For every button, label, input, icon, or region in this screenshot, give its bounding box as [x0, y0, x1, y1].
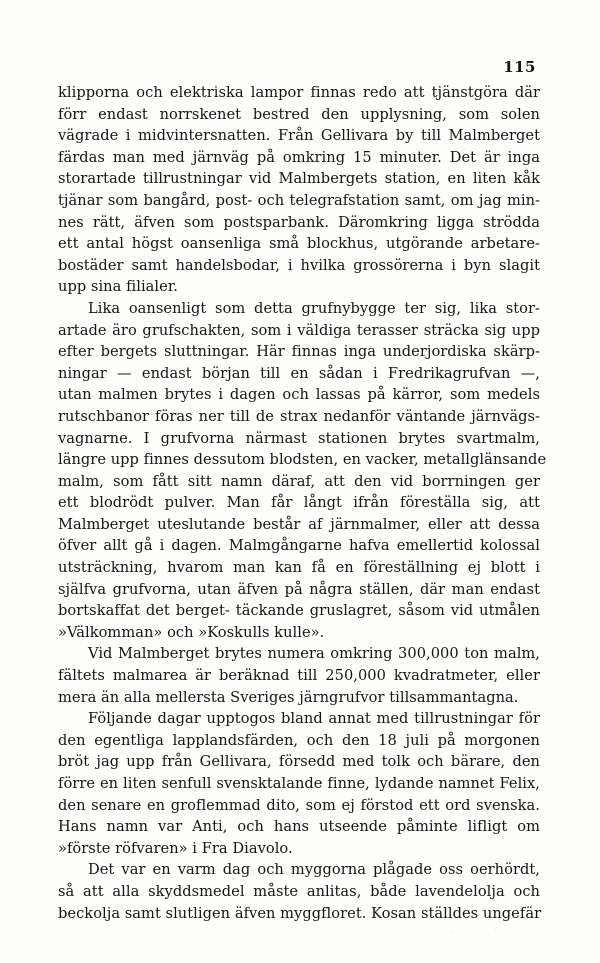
text-line: längre upp finnes dessutom blodsten, en vacker, metallglänsande — [58, 451, 547, 469]
page-number: 115 — [503, 58, 536, 76]
text-line: ningar — endast början till en sådan i Fredrikagrufvan —, — [58, 364, 540, 382]
text-line: vägrade i midvintersnatten. Från Gellivara by till Malmberget — [58, 127, 540, 145]
text-line: beckolja samt slutligen äfven myggfloret. Kosan ställdes ungefär — [58, 904, 542, 922]
text-line: storartade tillrustningar vid Malmbergets station, en liten kåk — [58, 170, 540, 188]
text-line: förr endast norrskenet bestred den upplysning, som solen — [58, 105, 540, 123]
text-line: ett blodrödt pulver. Man får långt ifrån föreställa sig, att — [58, 494, 540, 512]
text-line: färdas man med järnväg på omkring 15 minuter. Det är inga — [58, 148, 540, 166]
text-line: Följande dagar upptogos bland annat med tillrustningar för — [88, 710, 540, 728]
text-line: fältets malmarea är beräknad till 250,000 kvadratmeter, eller — [58, 667, 540, 685]
text-line: mera än alla mellersta Sveriges järngrufvor tillsammantagna. — [58, 688, 519, 706]
text-line: malm, som fått sitt namn däraf, att den vid borrningen ger — [58, 472, 540, 490]
text-line: Lika oansenligt som detta grufnybygge ter sig, lika stor- — [88, 299, 540, 317]
scan-speckles — [412, 928, 532, 934]
text-line: bostäder samt handelsbodar, i hvilka grossörerna i byn slagit — [58, 256, 540, 274]
text-line: bortskaffat det berget- täckande gruslagret, såsom vid utmålen — [58, 602, 540, 620]
body-text — [58, 82, 547, 924]
text-line: utan malmen brytes i dagen och lassas på kärror, som medels — [58, 386, 540, 404]
text-line: förre en liten senfull svensktalande finne, lydande namnet Felix, — [58, 775, 540, 792]
text-line: rutschbanor föras ner till de strax nedanför väntande järnvägs- — [58, 407, 540, 425]
text-line: själfva grufvorna, utan äfven på några ställen, där man endast — [58, 580, 540, 598]
text-line: Malmberget uteslutande består af järnmalmer, eller att dessa — [58, 515, 540, 533]
text-line: klipporna och elektriska lampor finnas redo att tjänstgöra där — [58, 84, 540, 101]
text-line: den senare en groflemmad dito, som ej förstod ett ord svenska. — [58, 796, 540, 814]
text-line: ett antal högst oansenliga små blockhus, utgörande arbetare- — [58, 235, 540, 253]
text-line: utsträckning, hvarom man kan få en föreställning ej blott i — [58, 559, 540, 577]
text-line: upp sina filialer. — [58, 278, 178, 296]
text-line: »Välkomman» och »Koskulls kulle». — [58, 623, 325, 641]
text-line: tjänar som bangård, post- och telegrafstation samt, om jag min- — [58, 191, 540, 209]
text-line: öfver allt gå i dagen. Malmgångarne hafva emellertid kolossal — [58, 537, 540, 555]
text-line: Hans namn var Anti, och hans utseende påminte lifligt om — [58, 818, 540, 836]
text-line: Det var en varm dag och myggorna plågade oss oerhördt, — [88, 861, 540, 879]
text-line: efter bergets sluttningar. Här finnas inga underjordiska skärp- — [58, 343, 540, 361]
text-line: »förste röfvaren» i Fra Diavolo. — [58, 839, 293, 857]
text-line: så att alla skyddsmedel måste anlitas, både lavendelolja och — [58, 882, 540, 900]
text-line: bröt jag upp från Gellivara, försedd med tolk och bärare, den — [58, 753, 540, 771]
text-line: artade äro grufschakten, som i väldiga terasser sträcka sig upp — [58, 321, 540, 339]
text-line: Vid Malmberget brytes numera omkring 300,000 ton malm, — [88, 645, 540, 663]
text-line: vagnarne. I grufvorna närmast stationen brytes svartmalm, — [58, 429, 540, 447]
text-line: nes rätt, äfven som postsparbank. Däromkring ligga strödda — [58, 213, 540, 231]
text-line: den egentliga lapplandsfärden, och den 18 juli på morgonen — [58, 731, 540, 749]
